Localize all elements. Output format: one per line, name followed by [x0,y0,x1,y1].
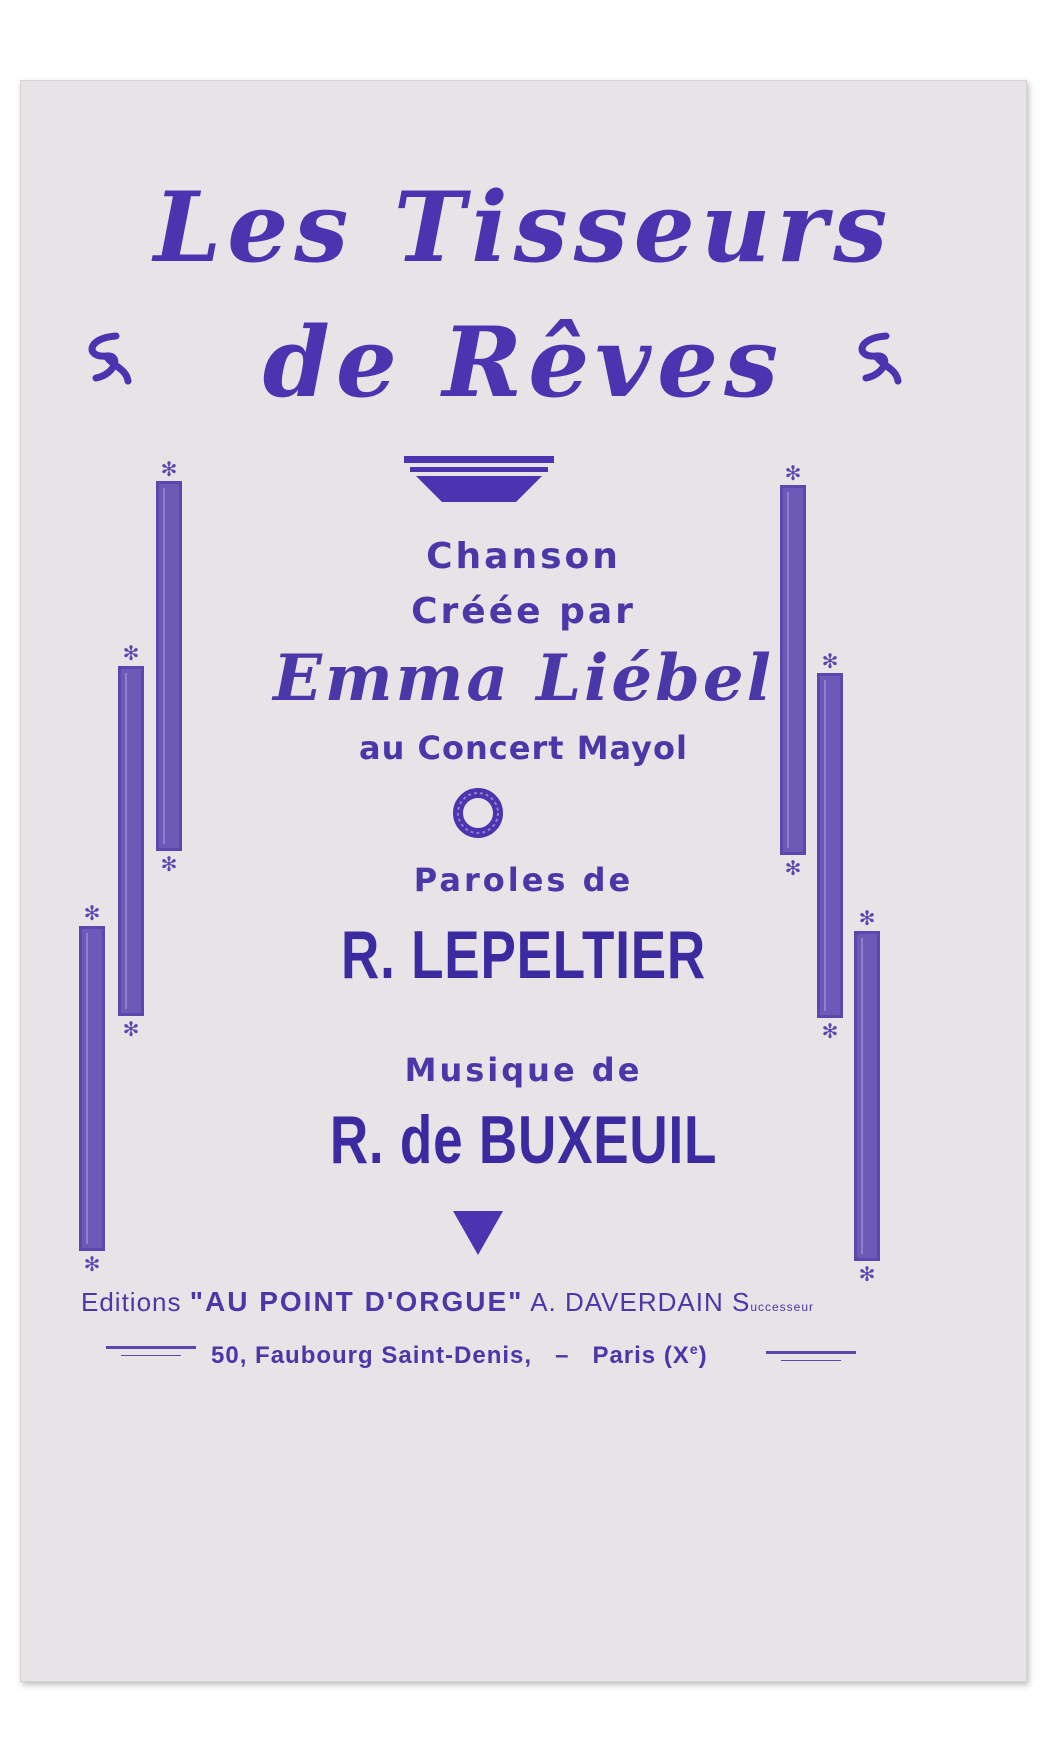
star-icon: ✻ [83,901,101,925]
sheet-music-cover [20,80,1027,1682]
star-icon: ✻ [821,1019,839,1043]
publisher-line [81,1286,981,1318]
triangle-ornament-icon [453,1211,503,1256]
music-label: Musique de [404,1051,643,1089]
divider-rule [121,1355,181,1356]
address-street: 50, Faubourg Saint-Denis, [211,1342,533,1369]
star-icon: ✻ [784,461,802,485]
star-icon: ✻ [122,641,140,665]
address-city: Paris (X [592,1342,690,1369]
publisher-owner: A. DAVERDAIN S [530,1287,751,1317]
flourish-icon [76,326,136,396]
bowl-ornament-icon [404,456,554,504]
address-city-end: ) [698,1342,708,1369]
address-dash: – [555,1342,570,1369]
star-icon: ✻ [122,1017,140,1041]
ring-ornament-icon [451,786,505,840]
song-type-label: Chanson [426,536,621,577]
star-icon: ✻ [784,856,802,880]
star-icon: ✻ [160,852,178,876]
flourish-icon [846,326,906,396]
lyrics-label: Paroles de [413,861,634,899]
publisher-address [211,1341,771,1370]
star-icon: ✻ [83,1252,101,1276]
publisher-name: "AU POINT D'ORGUE" [189,1286,524,1317]
address-city-sup: e [689,1341,699,1357]
publisher-prefix: Editions [81,1287,182,1317]
star-icon: ✻ [821,649,839,673]
star-icon: ✻ [160,457,178,481]
composer-name: R. de BUXEUIL [329,1102,718,1178]
divider-rule [106,1346,196,1349]
divider-rule [781,1360,841,1361]
star-icon: ✻ [858,906,876,930]
performer-name: Emma Liébel [273,641,774,716]
title-line-2: de Rêves [262,306,785,419]
title-line-1: Les Tisseurs [153,171,894,284]
venue-label: au Concert Mayol [359,729,688,767]
divider-rule [766,1351,856,1354]
created-by-label: Créée par [411,591,636,632]
publisher-owner-suffix: uccesseur [750,1300,815,1314]
lyricist-name: R. LEPELTIER [341,917,706,993]
star-icon: ✻ [858,1262,876,1286]
